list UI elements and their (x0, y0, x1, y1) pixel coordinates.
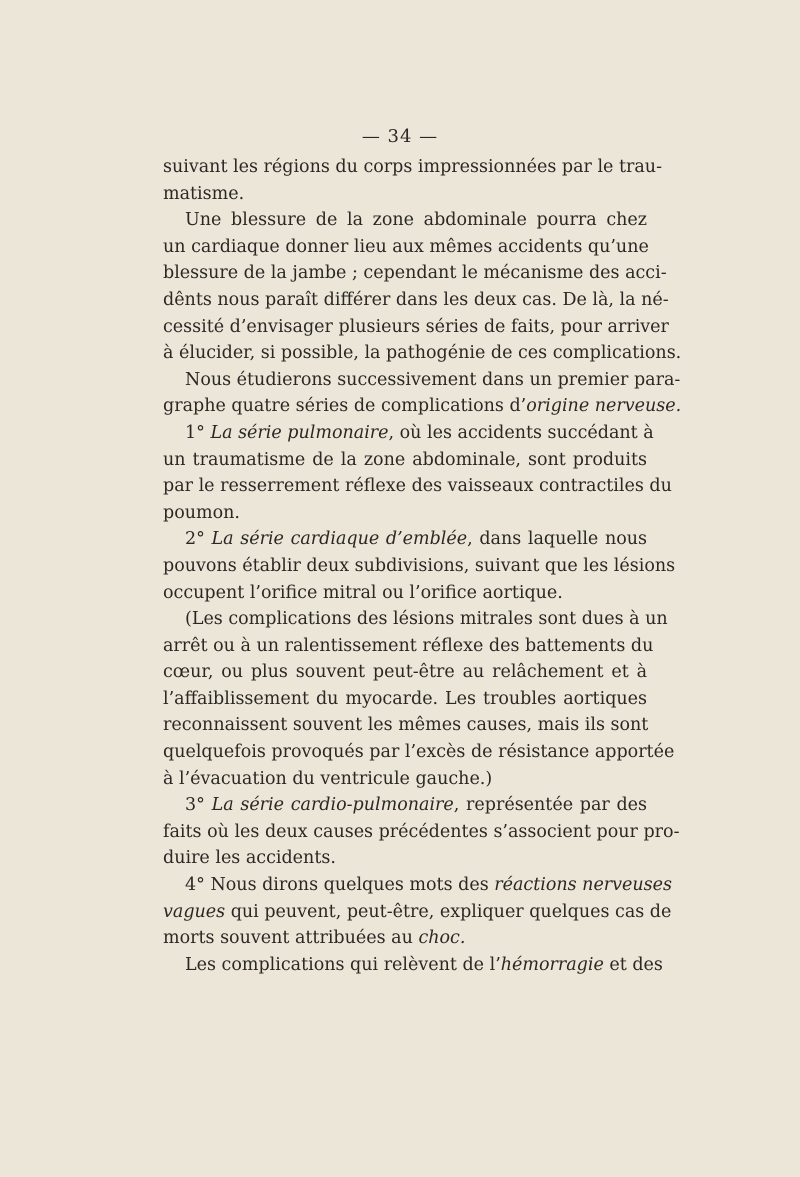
text-line (163, 686, 647, 713)
text-line (163, 792, 647, 819)
text-span: pouvons établir deux subdivisions, suivant que les lésions (163, 555, 676, 576)
text-line (163, 154, 662, 181)
text-line (163, 739, 675, 766)
text-line (163, 580, 647, 607)
italic-text: choc. (418, 928, 466, 949)
text-span: Une blessure de la zone abdominale pourra chez (185, 210, 647, 231)
text-span: un cardiaque donner lieu aux mêmes accidents qu’une (163, 236, 649, 257)
text-line (163, 526, 647, 553)
text-span: dênts nous paraît différer dans les deux cas. De là, la né- (163, 289, 669, 310)
text-span: à l’évacuation du ventricule gauche.) (163, 768, 493, 789)
text-line (163, 899, 672, 926)
text-span: par le resserrement réflexe des vaisseaux contractiles du (163, 476, 672, 497)
text-span: 4° Nous dirons quelques mots des (185, 875, 495, 896)
italic-text: La série pulmonaire (210, 422, 389, 443)
body-text (163, 154, 682, 978)
text-line (163, 845, 647, 872)
text-line (163, 181, 647, 208)
text-span: cessité d’envisager plusieurs séries de faits, pour arriver (163, 316, 669, 337)
text-line (163, 925, 647, 952)
text-line (163, 952, 663, 979)
text-line (163, 260, 667, 287)
page-number: — 34 — (361, 126, 439, 147)
text-line (163, 633, 654, 660)
text-span: quelquefois provoqués par l’excès de résistance apportée (163, 742, 675, 763)
text-span: et des (603, 954, 663, 975)
text-line (163, 447, 647, 474)
italic-text: La série cardiaque d’emblée (211, 529, 468, 550)
text-line (163, 314, 669, 341)
text-span: morts souvent attribuées au (163, 928, 419, 949)
text-line (163, 712, 647, 739)
text-span: , représentée par des (453, 795, 647, 816)
text-line (163, 553, 676, 580)
text-line (163, 606, 668, 633)
text-line (163, 234, 647, 261)
text-line (163, 393, 682, 420)
text-line (163, 659, 647, 686)
text-line (163, 819, 680, 846)
italic-text: origine nerveuse. (526, 396, 682, 417)
text-span: , où les accidents succédant à (388, 422, 654, 443)
text-line (163, 340, 682, 367)
italic-text: réactions nerveuses (494, 875, 672, 896)
text-span: Les complications qui relèvent de l’ (185, 954, 501, 975)
italic-text: La série cardio-pulmonaire (211, 795, 454, 816)
text-span: cœur, ou plus souvent peut-être au relâchement et à (163, 662, 647, 683)
text-span: 1° (185, 422, 211, 443)
text-line (163, 207, 647, 234)
text-span: graphe quatre séries de complications d’ (163, 396, 527, 417)
text-span: , dans laquelle nous (467, 529, 648, 550)
text-span: reconnaissent souvent les mêmes causes, mais ils sont (163, 715, 649, 736)
text-span: matisme. (163, 183, 245, 204)
text-span: 3° (185, 795, 212, 816)
text-line (163, 766, 647, 793)
text-span: poumon. (163, 502, 240, 523)
text-span: occupent l’orifice mitral ou l’orifice aortique. (163, 582, 563, 603)
text-span: 2° (185, 529, 212, 550)
text-span: Nous étudierons successivement dans un premier para- (185, 369, 681, 390)
text-span: faits où les deux causes précédentes s’associent pour pro- (163, 821, 680, 842)
text-span: un traumatisme de la zone abdominale, sont produits (163, 449, 647, 470)
text-line (163, 872, 672, 899)
text-line (163, 287, 669, 314)
text-span: suivant les régions du corps impressionnées par le trau- (163, 157, 662, 177)
text-span: duire les accidents. (163, 848, 336, 869)
italic-text: hémorragie (500, 954, 604, 975)
text-span: qui peuvent, peut-être, expliquer quelques cas de (225, 901, 672, 922)
text-line (163, 420, 654, 447)
text-line (163, 500, 647, 527)
text-span: à élucider, si possible, la pathogénie de ces complications. (163, 343, 682, 364)
text-span: (Les complications des lésions mitrales sont dues à un (185, 609, 668, 630)
italic-text: vagues (163, 901, 226, 922)
text-span: arrêt ou à un ralentissement réflexe des battements du (163, 635, 654, 656)
text-span: blessure de la jambe ; cependant le mécanisme des acci- (163, 263, 667, 284)
text-line (163, 473, 672, 500)
text-span: l’affaiblissement du myocarde. Les troubles aortiques (163, 688, 647, 709)
text-line (163, 367, 681, 394)
